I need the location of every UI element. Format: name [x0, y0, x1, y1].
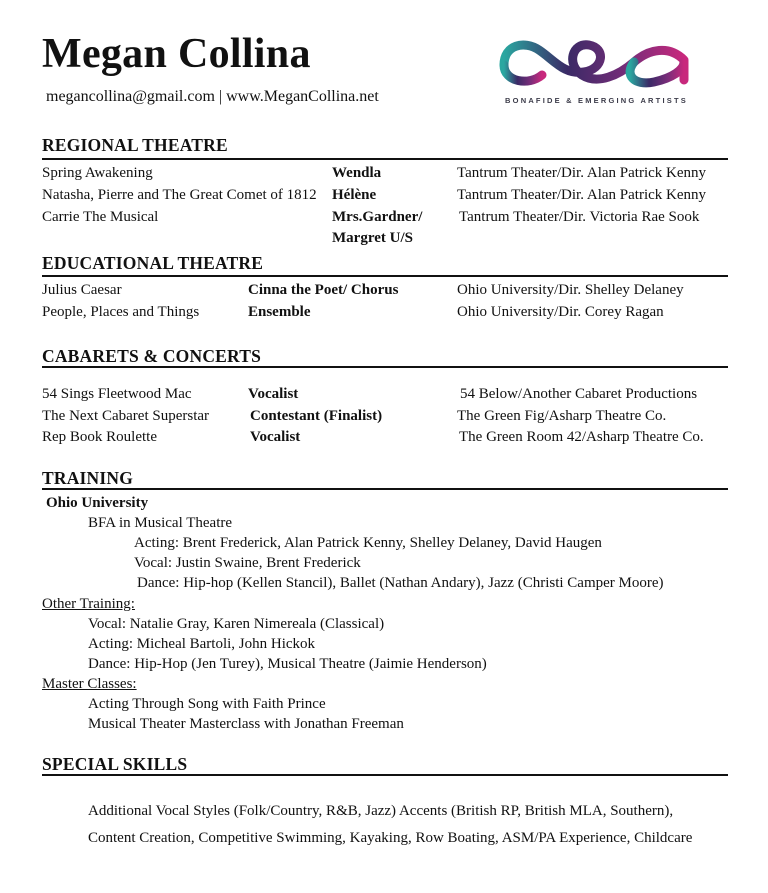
section-rule: [42, 275, 728, 277]
bea-logo-mark: [494, 20, 699, 94]
logo-tagline: BONAFIDE & EMERGING ARTISTS: [505, 96, 688, 105]
section-rule: [42, 488, 728, 490]
section-heading-skills: SPECIAL SKILLS: [42, 754, 188, 774]
credit-role: Contestant (Finalist): [250, 408, 383, 424]
section-rule: [42, 366, 728, 368]
section-heading-educational: EDUCATIONAL THEATRE: [42, 253, 264, 273]
training-degree: BFA in Musical Theatre: [88, 515, 233, 531]
credit-role: Cinna the Poet/ Chorus: [248, 282, 399, 298]
training-line: Musical Theater Masterclass with Jonathan Freeman: [88, 716, 404, 732]
credit-show: Natasha, Pierre and The Great Comet of 1812: [42, 187, 317, 203]
credit-show: Spring Awakening: [42, 165, 153, 181]
credit-role: Vocalist: [250, 429, 301, 445]
credit-role: Mrs.Gardner/: [332, 209, 423, 225]
credit-role: Hélène: [332, 187, 377, 203]
credit-company: Ohio University/Dir. Shelley Delaney: [457, 282, 684, 298]
section-heading-cabarets: CABARETS & CONCERTS: [42, 346, 262, 366]
credit-company: Ohio University/Dir. Corey Ragan: [457, 304, 664, 320]
credit-company: Tantrum Theater/Dir. Victoria Rae Sook: [459, 209, 700, 225]
credit-show: Julius Caesar: [42, 282, 122, 298]
training-school: Ohio University: [46, 495, 149, 511]
credit-company: The Green Fig/Asharp Theatre Co.: [457, 408, 667, 424]
section-heading-training: TRAINING: [42, 468, 134, 488]
training-line: Vocal: Justin Swaine, Brent Frederick: [134, 555, 361, 571]
credit-show: Rep Book Roulette: [42, 429, 157, 445]
training-line: Dance: Hip-Hop (Jen Turey), Musical Theatre (Jaimie Henderson): [88, 656, 487, 672]
other-training-label: Other Training:: [42, 596, 135, 612]
credit-company: 54 Below/Another Cabaret Productions: [460, 386, 698, 402]
skills-line: Content Creation, Competitive Swimming, Kayaking, Row Boating, ASM/PA Experience, Childcare: [88, 830, 693, 846]
credit-role: Vocalist: [248, 386, 299, 402]
credit-role: Wendla: [332, 165, 382, 181]
training-line: Acting Through Song with Faith Prince: [88, 696, 326, 712]
credit-role: Ensemble: [248, 304, 311, 320]
credit-company: Tantrum Theater/Dir. Alan Patrick Kenny: [457, 187, 707, 203]
credit-show: People, Places and Things: [42, 304, 200, 320]
training-line: Vocal: Natalie Gray, Karen Nimereala (Classical): [88, 616, 385, 632]
resume-name: Megan Collina: [42, 31, 311, 77]
bea-logo: [494, 20, 699, 110]
training-line: Acting: Micheal Bartoli, John Hickok: [88, 636, 316, 652]
credit-company: Tantrum Theater/Dir. Alan Patrick Kenny: [457, 165, 707, 181]
credit-role-line2: Margret U/S: [332, 230, 413, 246]
contact-line: megancollina@gmail.com | www.MeganCollina.net: [46, 88, 379, 105]
master-classes-label: Master Classes:: [42, 676, 137, 692]
credit-company: The Green Room 42/Asharp Theatre Co.: [459, 429, 704, 445]
training-line: Acting: Brent Frederick, Alan Patrick Kenny, Shelley Delaney, David Haugen: [134, 535, 602, 551]
training-line: Dance: Hip-hop (Kellen Stancil), Ballet (Nathan Andary), Jazz (Christi Camper Moore): [137, 575, 664, 591]
section-heading-regional: REGIONAL THEATRE: [42, 135, 228, 155]
skills-line: Additional Vocal Styles (Folk/Country, R&B, Jazz) Accents (British RP, British MLA, Southern),: [88, 803, 674, 819]
credit-show: 54 Sings Fleetwood Mac: [42, 386, 192, 402]
credit-show: The Next Cabaret Superstar: [42, 408, 210, 424]
section-rule: [42, 774, 728, 776]
section-rule: [42, 158, 728, 160]
credit-show: Carrie The Musical: [42, 209, 159, 225]
